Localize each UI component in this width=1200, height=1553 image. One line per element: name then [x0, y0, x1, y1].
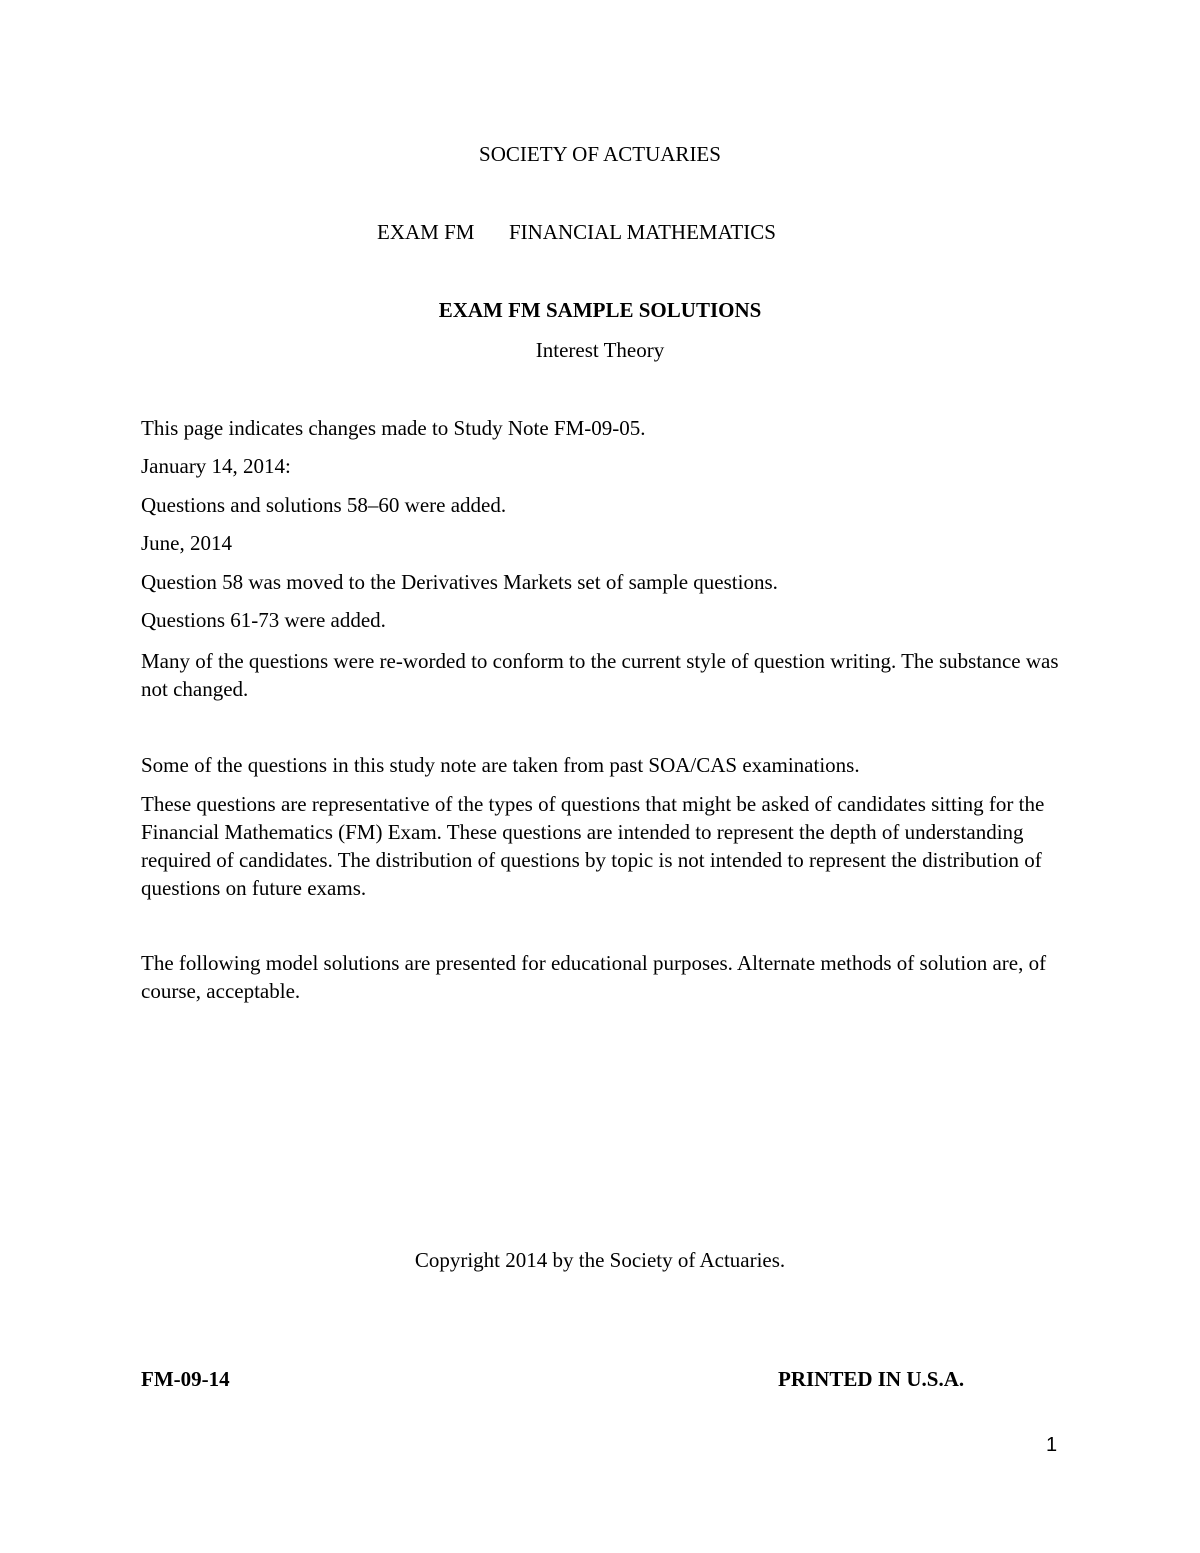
- document-subtitle: Interest Theory: [535, 338, 665, 362]
- change-item-1: Questions and solutions 58–60 were added.: [141, 493, 507, 517]
- body-paragraph-3: The following model solutions are presented for educational purposes. Alternate methods of solution are, of course, acceptable.: [141, 951, 1047, 1003]
- body-paragraph-1: Some of the questions in this study note are taken from past SOA/CAS examinations.: [141, 753, 860, 777]
- change-item-3: Questions 61-73 were added.: [141, 608, 386, 632]
- document-title: EXAM FM SAMPLE SOLUTIONS: [438, 298, 762, 322]
- printed-notice: PRINTED IN U.S.A.: [778, 1367, 965, 1391]
- change-date-june: June, 2014: [141, 531, 232, 555]
- document-code: FM-09-14: [141, 1367, 230, 1391]
- change-item-4: Many of the questions were re-worded to conform to the current style of question writing. The substance was not changed.: [141, 649, 1059, 701]
- change-item-2: Question 58 was moved to the Derivatives Markets set of sample questions.: [141, 570, 778, 594]
- organization-heading: SOCIETY OF ACTUARIES: [479, 142, 721, 166]
- copyright-notice: Copyright 2014 by the Society of Actuaries.: [414, 1248, 786, 1272]
- exam-name: FINANCIAL MATHEMATICS: [508, 220, 776, 244]
- change-date-january: January 14, 2014:: [141, 454, 291, 478]
- exam-title-line: [377, 220, 776, 245]
- exam-code: EXAM FM: [377, 220, 475, 244]
- changes-intro: This page indicates changes made to Study Note FM-09-05.: [141, 416, 646, 440]
- body-paragraph-2: These questions are representative of the types of questions that might be asked of candidates sitting for the Financial Mathematics (FM) Exam. These questions are intended to represent the depth of understanding required of candidates. The distribution of questions by topic is not intended to represent the distribution of questions on future exams.: [141, 792, 1045, 900]
- page-number: 1: [1046, 1434, 1058, 1456]
